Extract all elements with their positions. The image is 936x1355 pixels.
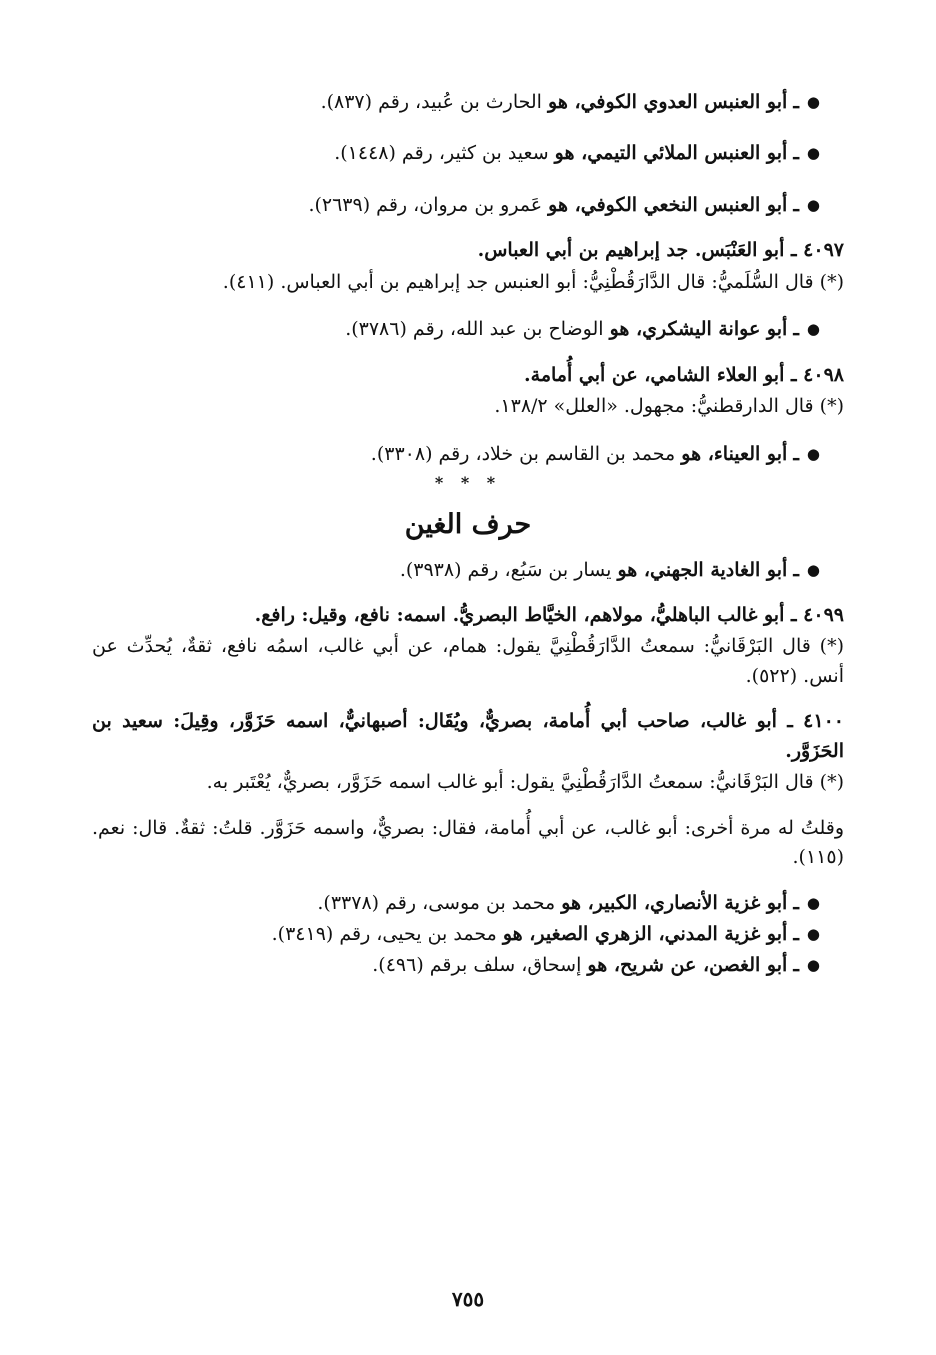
dash: ـ xyxy=(793,891,799,914)
bullet-icon: ● xyxy=(806,195,820,214)
entry-note: (*) قال البَرْقَانيُّ: سمعتُ الدَّارَقُطْنِيَّ يقول: أبو غالب اسمه حَزَوَّر، بصريٌّ، يُعْتَبر به. xyxy=(206,771,844,794)
entry-name: أبو العنبس الملائي التيمي، هو xyxy=(554,142,788,165)
document-page xyxy=(92,88,844,1315)
bullet-icon: ● xyxy=(806,144,820,163)
entry-reference: محمد بن يحيى، رقم (٣٤١٩). xyxy=(271,922,503,945)
dash: ـ xyxy=(793,558,799,581)
entry-note: (*) قال البَرْقَانيُّ: سمعتُ الدَّارَقُطْنِيَّ يقول: همام، عن أبي غالب، اسمُه نافع، ثقةٌ، يُحدِّث عن أنس. (٥٢٢). xyxy=(92,635,844,687)
entry-reference: سعيد بن كثير، رقم (١٤٤٨). xyxy=(334,142,555,165)
entry-name: أبو عوانة اليشكري، هو xyxy=(609,318,788,341)
section-separator: * * * xyxy=(434,472,502,492)
entry-reference: محمد بن موسى، رقم (٣٣٧٨). xyxy=(317,891,562,914)
entry-note: (*) قال الدارقطنيُّ: مجهول. «العلل» ١٣٨/٢. xyxy=(494,395,844,418)
entry-note: وقلتُ له مرة أخرى: أبو غالب، عن أبي أُمامة، فقال: بصريٌّ، واسمه حَزَوَّر. قلتُ: ثقةٌ. قال: نعم. (١١٥). xyxy=(92,816,844,869)
bullet-entry xyxy=(108,191,828,220)
entry-name: أبو العيناء، هو xyxy=(681,442,788,465)
bullet-icon: ● xyxy=(806,956,820,975)
entry-name: أبو العنبس النخعي الكوفي، هو xyxy=(548,193,788,216)
entry-name: أبو غزية المدني، الزهري الصغير، هو xyxy=(502,922,788,945)
bullet-entry xyxy=(108,556,828,585)
entry-reference: محمد بن القاسم بن خلاد، رقم (٣٣٠٨). xyxy=(370,442,682,465)
bullet-icon: ● xyxy=(806,320,820,339)
bullet-icon: ● xyxy=(806,893,820,912)
bullet-entry xyxy=(108,920,828,949)
dash: ـ xyxy=(793,442,799,465)
bullet-entry xyxy=(108,889,828,918)
bullet-icon: ● xyxy=(806,444,820,463)
entry-name: أبو غزية الأنصاري، الكبير، هو xyxy=(561,891,788,914)
dash: ـ xyxy=(793,91,799,113)
entry-heading-4097: ٤٠٩٧ ـ أبو العَنْبَس. جد إبراهيم بن أبي العباس. xyxy=(477,239,844,262)
dash: ـ xyxy=(793,193,799,216)
bullet-icon: ● xyxy=(806,93,820,111)
entry-reference: الحارث بن عُبيد، رقم (٨٣٧). xyxy=(320,91,548,113)
entry-reference: الوضاح بن عبد الله، رقم (٣٧٨٦). xyxy=(345,318,610,341)
entry-name: أبو العنبس العدوي الكوفي، هو xyxy=(548,91,788,113)
entry-note: (*) قال السُّلَميُّ: قال الدَّارَقُطْنِيُّ: أبو العنبس جد إبراهيم بن أبي العباس. (٤١١). xyxy=(222,270,844,293)
dash: ـ xyxy=(793,922,799,945)
entry-heading-4099: ٤٠٩٩ ـ أبو غالب الباهليُّ، مولاهم، الخيَّاط البصريُّ. اسمه: نافع، وقيل: رافع. xyxy=(254,604,844,627)
section-title: حرف الغين xyxy=(404,508,532,540)
entry-heading-4098: ٤٠٩٨ ـ أبو العلاء الشامي، عن أبي أُمامة. xyxy=(524,363,844,386)
entry-name: أبو الغصن، عن شريح، هو xyxy=(587,954,788,977)
bullet-entry xyxy=(108,88,828,117)
bullet-entry xyxy=(108,440,828,469)
bullet-entry xyxy=(108,951,828,980)
entry-reference: يسار بن سَبُع، رقم (٣٩٣٨). xyxy=(399,558,618,581)
entry-reference: عَمرو بن مروان، رقم (٢٦٣٩). xyxy=(308,193,549,216)
entry-name: أبو الغادية الجهني، هو xyxy=(617,558,788,581)
dash: ـ xyxy=(793,954,799,977)
bullet-icon: ● xyxy=(806,924,820,943)
dash: ـ xyxy=(793,142,799,165)
bullet-entry xyxy=(108,139,828,168)
entry-reference: إسحاق، سلف برقم (٤٩٦). xyxy=(372,954,588,977)
entry-heading-4100: ٤١٠٠ ـ أبو غالب، صاحب أبي أُمامة، بصريٌّ، ويُقَال: أصبهانيٌّ، اسمه حَزَوَّر، وقِيلَ: سعيد بن الحَزَوَّر. xyxy=(92,710,844,762)
bullet-icon: ● xyxy=(806,560,820,579)
dash: ـ xyxy=(793,318,799,341)
page-number: ٧٥٥ xyxy=(451,1287,485,1311)
bullet-entry xyxy=(108,315,828,344)
